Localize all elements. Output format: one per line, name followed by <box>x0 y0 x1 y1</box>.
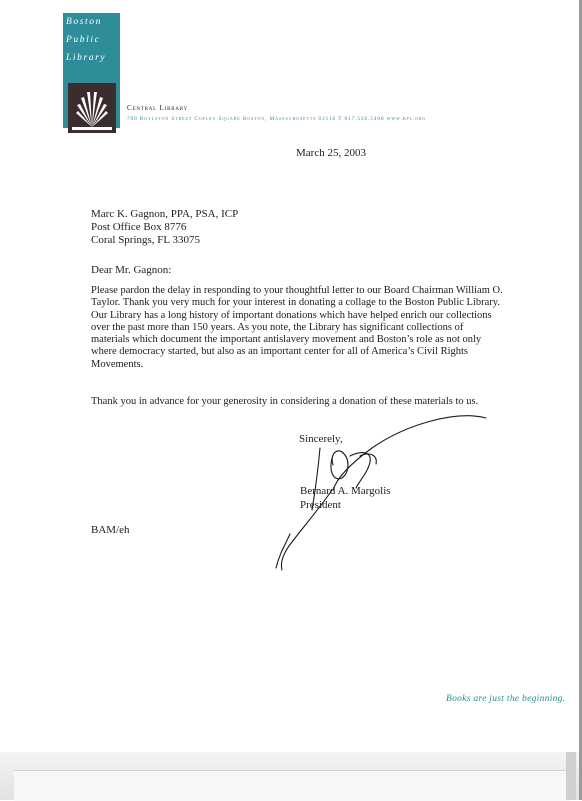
closing: Sincerely, <box>299 433 343 445</box>
recipient-po-box: Post Office Box 8776 <box>91 221 187 233</box>
signer-title: President <box>300 499 341 511</box>
logo-word-library: Library <box>66 53 107 63</box>
logo-word-public: Public <box>66 35 101 45</box>
body-paragraph: Please pardon the delay in responding to your thoughtful letter to our Board Chairman William O. Taylor. Thank you very much for your interest in donating a collage to the Boston Public Library. Our Library has a long history of important donations which have helped enrich our collections over the past more than 150 years. As you note, the Library has significant collections of materials which document the important antislavery movement and Boston’s role as not only where democracy started, but also as an important center for all of America’s Civil Rights Movements. <box>91 285 503 370</box>
recipient-name: Marc K. Gagnon, PPA, PSA, ICP <box>91 208 239 220</box>
scan-shadow <box>566 752 576 800</box>
scan-bottom-edge <box>0 752 582 800</box>
salutation: Dear Mr. Gagnon: <box>91 264 172 276</box>
footer-tagline: Books are just the beginning. <box>446 694 566 704</box>
library-address: 700 Boylston Street Copley Square Boston, Massachusetts 02116 T 617.536.5400 www.bpl.org <box>127 116 427 122</box>
signer-name: Bernard A. Margolis <box>300 485 391 497</box>
body-paragraph: Thank you in advance for your generosity in considering a donation of these materials to us. <box>91 396 479 407</box>
letter-date: March 25, 2003 <box>296 147 366 159</box>
typist-initials: BAM/eh <box>91 524 130 536</box>
recipient-city: Coral Springs, FL 33075 <box>91 234 200 246</box>
logo-word-boston: Boston <box>66 17 102 27</box>
library-branch-name: Central Library <box>127 104 189 112</box>
paper-edge <box>14 770 570 801</box>
